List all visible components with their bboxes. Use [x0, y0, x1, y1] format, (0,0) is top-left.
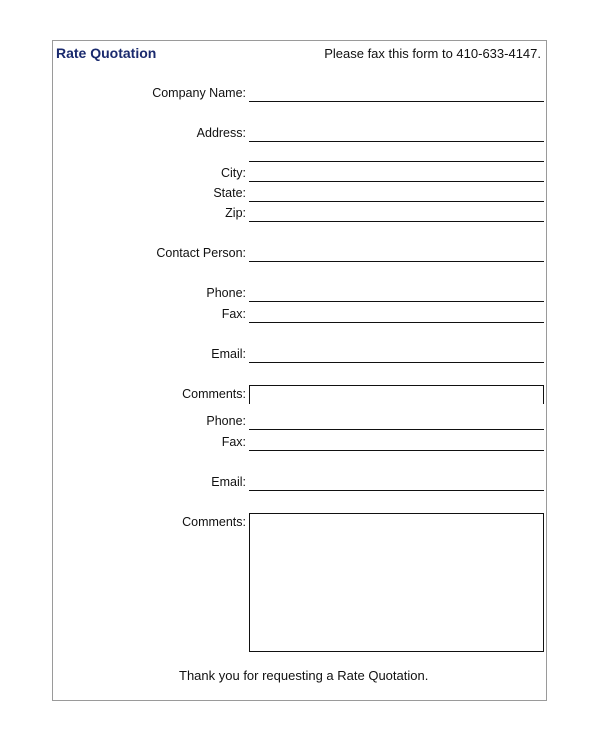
address-label: Address:	[196, 126, 246, 140]
zip-field[interactable]	[249, 221, 544, 222]
contact-person-field[interactable]	[249, 261, 544, 262]
comments-textbox[interactable]	[249, 513, 544, 652]
email-label: Email:	[211, 347, 246, 361]
address-field[interactable]	[249, 141, 544, 142]
fax-field-2[interactable]	[249, 450, 544, 451]
phone-label-2: Phone:	[206, 414, 246, 428]
state-field[interactable]	[249, 201, 544, 202]
city-field[interactable]	[249, 181, 544, 182]
address-line-2-field[interactable]	[249, 161, 544, 162]
phone-field[interactable]	[249, 301, 544, 302]
fax-label: Fax:	[221, 307, 246, 321]
city-label: City:	[221, 166, 246, 180]
company-name-label: Company Name:	[152, 86, 246, 100]
comments-label-2: Comments:	[182, 515, 246, 529]
fax-instructions: Please fax this form to 410-633-4147.	[324, 46, 541, 61]
email-field-2[interactable]	[249, 490, 544, 491]
comments-textbox-partial[interactable]	[249, 385, 544, 404]
form-title: Rate Quotation	[56, 45, 157, 61]
zip-label: Zip:	[225, 206, 246, 220]
fax-field[interactable]	[249, 322, 544, 323]
fax-label-2: Fax:	[221, 435, 246, 449]
state-label: State:	[213, 186, 246, 200]
contact-person-label: Contact Person:	[156, 246, 246, 260]
phone-label: Phone:	[206, 286, 246, 300]
phone-field-2[interactable]	[249, 429, 544, 430]
company-name-field[interactable]	[249, 101, 544, 102]
thank-you-message: Thank you for requesting a Rate Quotation.	[179, 668, 429, 683]
email-label-2: Email:	[211, 475, 246, 489]
email-field[interactable]	[249, 362, 544, 363]
comments-label: Comments:	[182, 387, 246, 401]
